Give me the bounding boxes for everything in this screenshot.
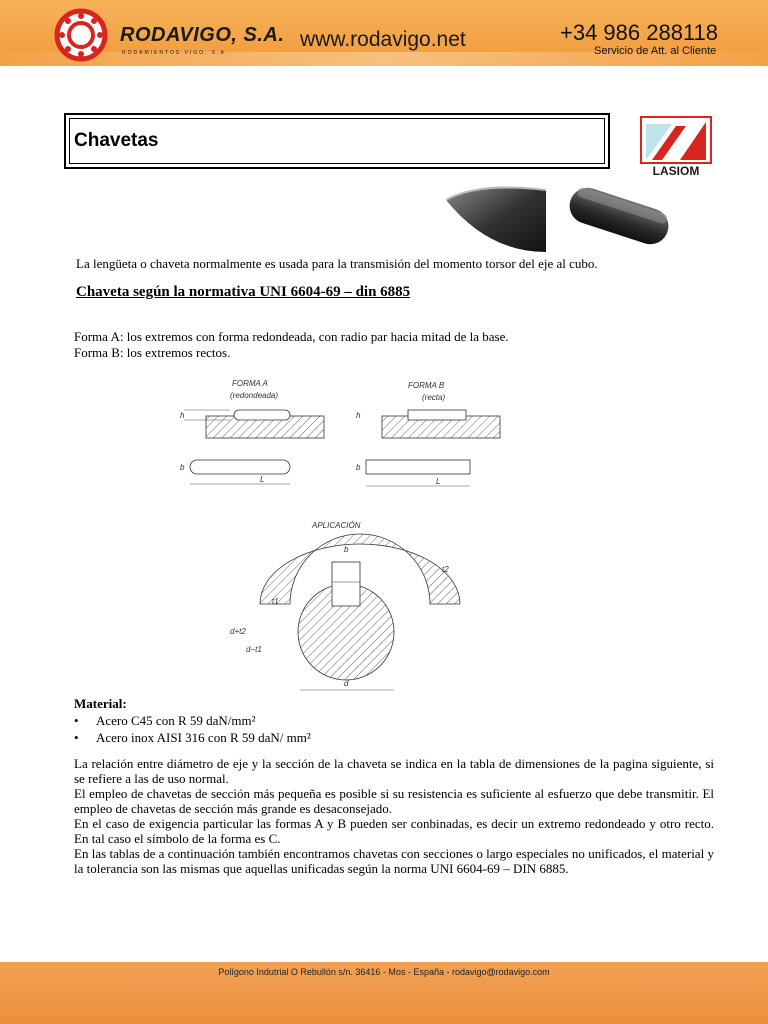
page-footer (0, 962, 768, 1024)
forma-a-text: Forma A: los extremos con forma redondeada, con radio par hacia mitad de la base. (74, 329, 509, 344)
label-d: d (344, 679, 349, 688)
section-heading: Chaveta según la normativa UNI 6604-69 – din 6885 (76, 284, 411, 300)
phone-number[interactable]: +34 986 288118 (560, 20, 719, 45)
body-paragraph: El empleo de chavetas de sección más pequeña es posible si su resistencia es suficiente al esfuerzo que debe transmitir. El empleo de chavetas de sección más grande es desaconsejado. (74, 786, 714, 816)
page-header (0, 0, 768, 66)
body-paragraph: En las tablas de a continuación también encontramos chavetas con secciones o largo especiales no unificados, el material y la tolerancia son las mismas que aquellas unificadas según la norma UNI 6604-69 – DIN 6885. (74, 846, 714, 876)
label-d-t1: d−t1 (246, 645, 262, 654)
page-title: Chavetas (74, 130, 159, 151)
label-b-b: b (356, 463, 361, 472)
label-t1: t1 (272, 597, 279, 606)
material-item: • Acero inox AISI 316 con R 59 daN/ mm² (74, 729, 311, 746)
parallel-key-photo (562, 180, 676, 252)
label-b-app: b (344, 545, 349, 554)
forma-a-subtitle: (redondeada) (230, 391, 279, 400)
aplicacion-title: APLICACIÓN (312, 521, 361, 530)
woodruff-key-photo (438, 180, 550, 256)
intro-text: La lengüeta o chaveta normalmente es usada para la transmisión del momento torsor del eje al cubo. (76, 256, 598, 271)
bearing-logo-icon (54, 8, 108, 62)
material-heading: Material: (74, 696, 127, 711)
footer-address: Polígono Indutrial O Rebullón s/n. 36416 - Mos - España - rodavigo@rodavigo.com (218, 967, 550, 977)
material-list (74, 712, 311, 746)
label-d-t2: d+t2 (230, 627, 246, 636)
label-l-a: L (260, 475, 265, 484)
brand-subtitle: RODAMIENTOS VIGO, S.A. (122, 50, 230, 56)
body-paragraph: La relación entre diámetro de eje y la sección de la chaveta se indica en la tabla de dimensiones de la pagina siguiente, si se refiere a las de uso normal. (74, 756, 714, 786)
label-l-b: L (436, 477, 441, 486)
lasiom-logo-text: LASIOM (652, 164, 700, 178)
label-t2: t2 (442, 565, 449, 574)
label-b-a: b (180, 463, 185, 472)
forma-a-title: FORMA A (232, 379, 268, 388)
body-paragraph: En el caso de exigencia particular las formas A y B pueden ser conbinadas, es decir un extremo redondeado y otro recto. En tal caso el símbolo de la forma es C. (74, 816, 714, 846)
body-text (74, 756, 714, 876)
label-h-b: h (356, 411, 361, 420)
forma-b-subtitle: (recta) (422, 393, 446, 402)
forma-b-text: Forma B: los extremos rectos. (74, 345, 231, 360)
title-box (64, 113, 610, 169)
lasiom-logo (640, 116, 712, 178)
brand-name: RODAVIGO, S.A. (120, 24, 285, 46)
phone-subtitle: Servicio de Att. al Cliente (594, 45, 717, 57)
website-link[interactable]: www.rodavigo.net (300, 28, 466, 51)
label-h-a: h (180, 411, 185, 420)
technical-drawing (160, 372, 520, 712)
forma-b-title: FORMA B (408, 381, 445, 390)
material-item: • Acero C45 con R 59 daN/mm² (74, 712, 311, 729)
